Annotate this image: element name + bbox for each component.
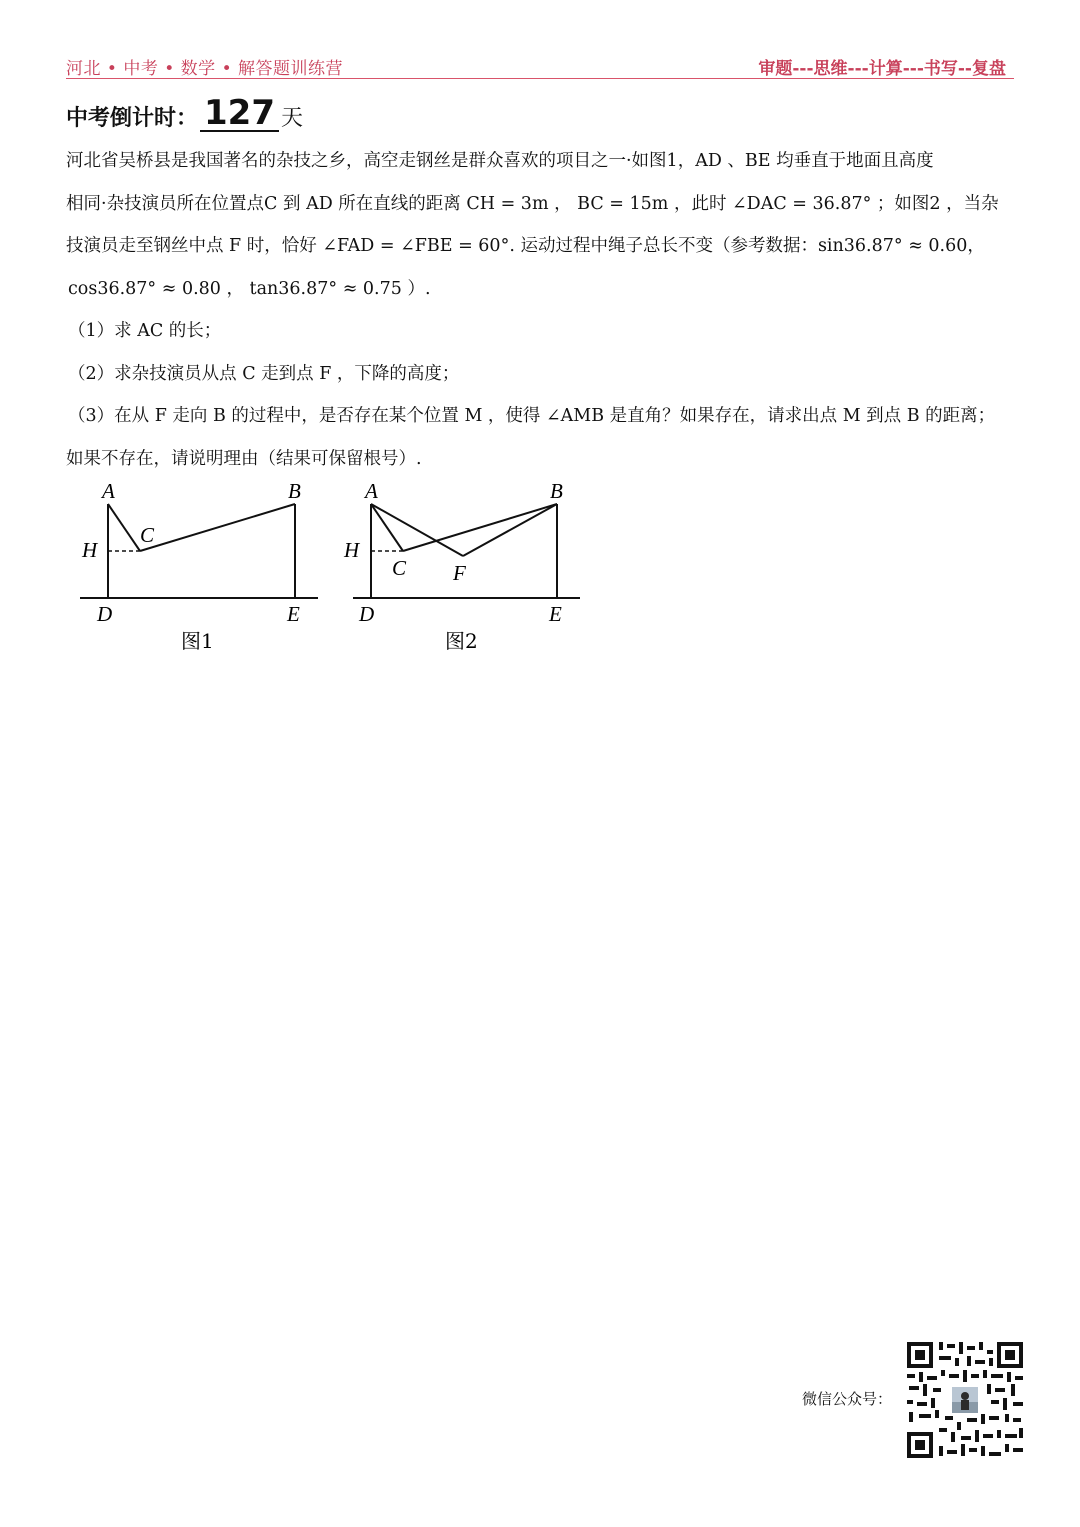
countdown-days: 127 [200, 96, 279, 132]
segment-AF [371, 504, 463, 556]
problem-text [66, 140, 1018, 480]
figure-2-caption: 图2 [445, 629, 478, 653]
label-B: B [288, 479, 301, 503]
label-E: E [549, 602, 562, 626]
label-F: F [453, 561, 466, 585]
label-D: D [97, 602, 113, 626]
question-1: （1）求 AC 的长； [68, 321, 222, 341]
problem-line: 相同·杂技演员所在位置点C 到 AD 所在直线的距离 CH = 3m ， BC = 15m ，此时 ∠DAC = 36.87° ；如图2 ，当杂 [66, 193, 999, 214]
label-H: H [82, 538, 98, 562]
label-H: H [344, 538, 360, 562]
figure-1 [70, 476, 330, 661]
label-A: A [102, 479, 115, 503]
label-C: C [392, 556, 407, 580]
label-E: E [287, 602, 300, 626]
header-motto: 审题---思维---计算---书写--复盘 [758, 59, 1006, 79]
header-title: 河北 • 中考 • 数学 • 解答题训练营 [66, 59, 344, 79]
segment-CB [140, 504, 295, 551]
figure-2 [335, 476, 595, 661]
label-A: A [365, 479, 378, 503]
wechat-label: 微信公众号： [802, 1390, 893, 1408]
question-3: （3）在从 F 走向 B 的过程中，是否存在某个位置 M ，使得 ∠AMB 是直角？如果存在，请求出点 M 到点 B 的距离； [68, 406, 996, 426]
countdown-unit: 天 [281, 106, 304, 131]
page-header [66, 52, 1014, 79]
problem-line: 河北省吴桥县是我国著名的杂技之乡，高空走钢丝是群众喜欢的项目之一·如图1，AD 、BE 均垂直于地面且高度 [66, 151, 934, 171]
qr-code-icon[interactable] [905, 1340, 1025, 1460]
question-3-continued: 如果不存在，请说明理由（结果可保留根号）. [66, 448, 422, 469]
label-C: C [140, 523, 155, 547]
problem-line: 技演员走至钢丝中点 F 时，恰好 ∠FAD = ∠FBE = 60°. 运动过程中绳子总长不变（参考数据：sin36.87° ≈ 0.60， [66, 236, 985, 256]
question-2: （2）求杂技演员从点 C 走到点 F ，下降的高度； [68, 363, 460, 384]
label-D: D [359, 602, 375, 626]
segment-FB [463, 504, 557, 556]
countdown-label: 中考倒计时： [66, 106, 199, 131]
segment-CB [403, 504, 557, 551]
label-B: B [550, 479, 563, 503]
figure-1-caption: 图1 [181, 629, 214, 653]
exam-countdown [66, 92, 303, 132]
segment-AC [371, 504, 403, 551]
segment-AC [108, 504, 140, 551]
problem-line: cos36.87° ≈ 0.80 ， tan36.87° ≈ 0.75 ）. [68, 278, 431, 299]
